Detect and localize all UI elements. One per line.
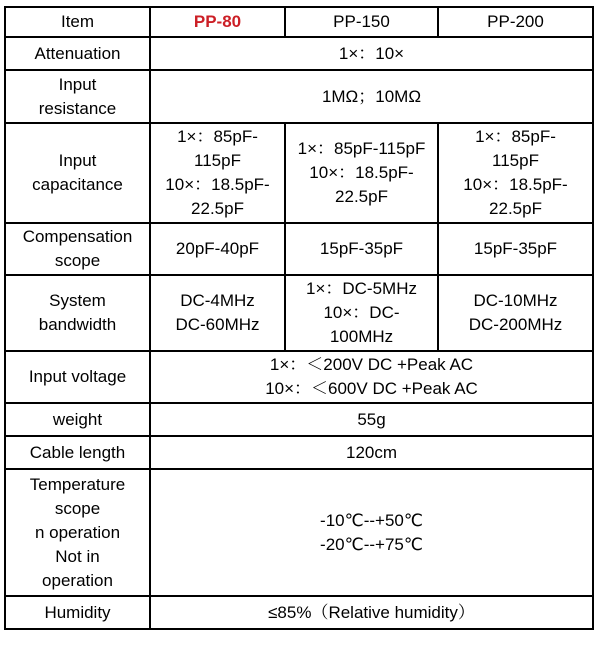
row-input-resistance bbox=[5, 70, 593, 123]
row-cable-length bbox=[5, 436, 593, 469]
header-pp150: PP-150 bbox=[285, 7, 438, 37]
row-input-capacitance bbox=[5, 123, 593, 223]
input-resistance-label: Input resistance bbox=[5, 70, 150, 123]
input-capacitance-label: Input capacitance bbox=[5, 123, 150, 223]
system-bandwidth-label: System bandwidth bbox=[5, 275, 150, 351]
compensation-scope-label: Compensation scope bbox=[5, 223, 150, 275]
attenuation-value: 1×：10× bbox=[150, 37, 593, 70]
row-temperature-scope bbox=[5, 469, 593, 596]
header-row bbox=[5, 7, 593, 37]
input-capacitance-pp150: 1×：85pF-115pF 10×：18.5pF- 22.5pF bbox=[285, 123, 438, 223]
row-weight bbox=[5, 403, 593, 436]
weight-value: 55g bbox=[150, 403, 593, 436]
temperature-scope-label: Temperature scope n operation Not in operation bbox=[5, 469, 150, 596]
header-pp80: PP-80 bbox=[150, 7, 285, 37]
cable-length-label: Cable length bbox=[5, 436, 150, 469]
humidity-value: ≤85%（Relative humidity） bbox=[150, 596, 593, 629]
system-bandwidth-pp200: DC-10MHz DC-200MHz bbox=[438, 275, 593, 351]
temperature-scope-value: -10℃--+50℃ -20℃--+75℃ bbox=[150, 469, 593, 596]
system-bandwidth-pp80: DC-4MHz DC-60MHz bbox=[150, 275, 285, 351]
spec-table bbox=[4, 6, 594, 630]
input-capacitance-pp200: 1×：85pF- 115pF 10×：18.5pF- 22.5pF bbox=[438, 123, 593, 223]
cable-length-value: 120cm bbox=[150, 436, 593, 469]
header-pp200: PP-200 bbox=[438, 7, 593, 37]
row-humidity bbox=[5, 596, 593, 629]
humidity-label: Humidity bbox=[5, 596, 150, 629]
row-input-voltage bbox=[5, 351, 593, 403]
row-system-bandwidth bbox=[5, 275, 593, 351]
input-capacitance-pp80: 1×：85pF- 115pF 10×：18.5pF- 22.5pF bbox=[150, 123, 285, 223]
row-attenuation bbox=[5, 37, 593, 70]
header-item: Item bbox=[5, 7, 150, 37]
input-voltage-label: Input voltage bbox=[5, 351, 150, 403]
system-bandwidth-pp150: 1×：DC-5MHz 10×：DC- 100MHz bbox=[285, 275, 438, 351]
row-compensation-scope bbox=[5, 223, 593, 275]
weight-label: weight bbox=[5, 403, 150, 436]
input-voltage-value: 1×：＜200V DC +Peak AC 10×：＜600V DC +Peak AC bbox=[150, 351, 593, 403]
compensation-scope-pp80: 20pF-40pF bbox=[150, 223, 285, 275]
compensation-scope-pp200: 15pF-35pF bbox=[438, 223, 593, 275]
compensation-scope-pp150: 15pF-35pF bbox=[285, 223, 438, 275]
input-resistance-value: 1MΩ；10MΩ bbox=[150, 70, 593, 123]
attenuation-label: Attenuation bbox=[5, 37, 150, 70]
